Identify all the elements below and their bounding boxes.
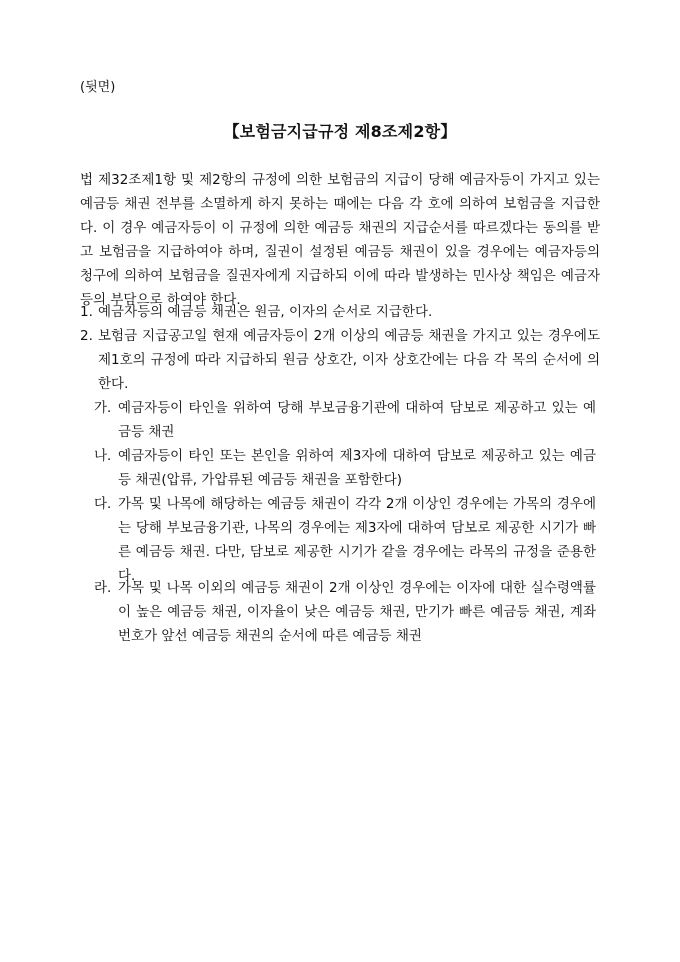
- page-side-label: (뒷면): [80, 80, 116, 95]
- list-item-marker: 2.: [80, 328, 93, 344]
- sub-item-da: [94, 492, 596, 588]
- list-item-1: [80, 300, 600, 324]
- sub-item-text: 가목 및 나목에 해당하는 예금등 채권이 각각 2개 이상인 경우에는 가목의 경우에는 당해 부보금융기관, 나목의 경우에는 제3자에 대하여 담보로 제공한 시기가 빠른 예금등 채권. 다만, 담보로 제공한 시기가 같을 경우에는 라목의 규정을 준용한다.: [118, 496, 596, 584]
- sub-item-marker: 라.: [94, 580, 112, 596]
- sub-item-marker: 가.: [94, 400, 112, 416]
- sub-item-text: 예금자등이 타인 또는 본인을 위하여 제3자에 대하여 담보로 제공하고 있는 예금등 채권(압류, 가압류된 예금등 채권을 포함한다): [118, 448, 596, 488]
- sub-item-marker: 다.: [94, 496, 112, 512]
- list-item-marker: 1.: [80, 304, 93, 320]
- sub-item-marker: 나.: [94, 448, 112, 464]
- sub-item-ga: [94, 396, 596, 444]
- sub-item-text: 가목 및 나목 이외의 예금등 채권이 2개 이상인 경우에는 이자에 대한 실수령액률이 높은 예금등 채권, 이자율이 낮은 예금등 채권, 만기가 빠른 예금등 채권, 계좌번호가 앞선 예금등 채권의 순서에 따른 예금등 채권: [118, 580, 596, 644]
- sub-item-na: [94, 444, 596, 492]
- sub-item-text: 예금자등이 타인을 위하여 당해 부보금융기관에 대하여 담보로 제공하고 있는 예금등 채권: [118, 400, 596, 440]
- page-title: 【보험금지급규정 제8조제2항】: [223, 122, 457, 141]
- list-item-text: 예금자등의 예금등 채권은 원금, 이자의 순서로 지급한다.: [98, 304, 433, 320]
- list-item-text: 보험금 지급공고일 현재 예금자등이 2개 이상의 예금등 채권을 가지고 있는 경우에도 제1호의 규정에 따라 지급하되 원금 상호간, 이자 상호간에는 다음 각 목의 순서에 의한다.: [98, 328, 600, 392]
- list-item-2: [80, 324, 600, 396]
- intro-paragraph: 법 제32조제1항 및 제2항의 규정에 의한 보험금의 지급이 당해 예금자등이 가지고 있는 예금등 채권 전부를 소멸하게 하지 못하는 때에는 다음 각 호에 의하여 보험금을 지급한다. 이 경우 예금자등이 이 규정에 의한 예금등 채권의 지급순서를 따르겠다는 동의를 받고 보험금을 지급하여야 하며, 질권이 설정된 예금등 채권이 있을 경우에는 예금자등의 청구에 의하여 보험금을 질권자에게 지급하되 이에 따라 발생하는 민사상 책임은 예금자등의 부담으로 하여야 한다.: [80, 172, 600, 308]
- sub-item-ra: [94, 576, 596, 648]
